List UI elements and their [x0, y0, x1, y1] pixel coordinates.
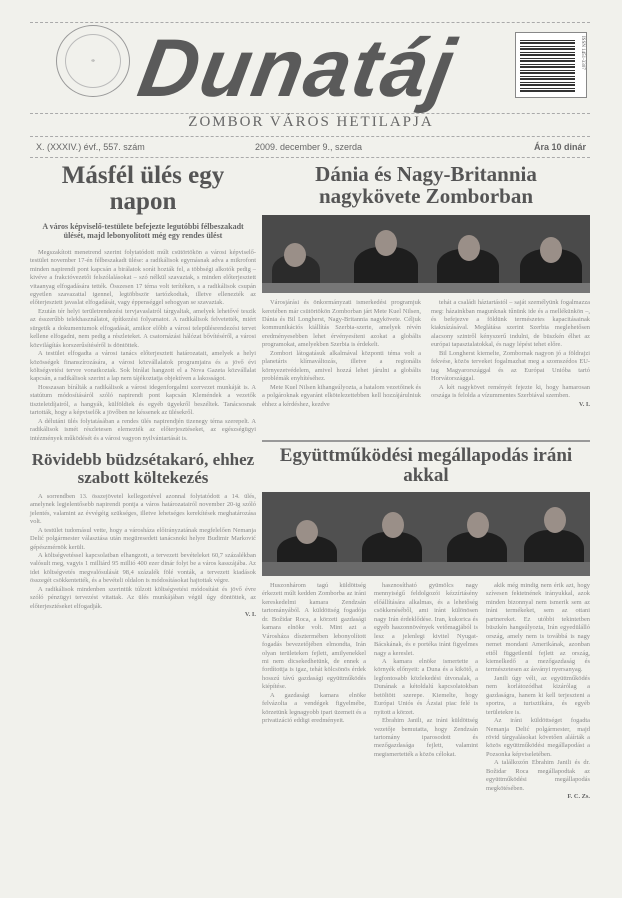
article-headline: Együttműködési megállapodás iráni akkal	[279, 445, 573, 486]
paragraph: A költségvetéssel kapcsolatban elhangzott, a tervezett bevételeket 60,7 százalékban valósult meg, vagyis 1 milliárd 95 millió 400 ezer dinár folyt be a város kasszájába. Az idei költségvetés megvalósulását 98,4 százalék fölé vonták, a tervezett kiadások összegét csökkentették, és a bevételi oldalon is módosításokat hajtottak végre.	[30, 551, 256, 585]
paragraph: A találkozón Ebrahim Janili és dr. Božidar Roca megállapodtak az együttműködési megállapodás megkötésében.	[486, 759, 590, 792]
author-signature: V. I.	[578, 400, 590, 408]
paragraph: A radikálisok mindenben szerintük túlzott költségvetési módosítást és jövő évre szóló pénzügyi tervezést vitattak. Az ülés munkájában végül úgy döntöttek, az előterjesztéseket elfogadják.	[30, 585, 256, 610]
article-body	[262, 299, 590, 409]
ambassadors-photo	[262, 215, 590, 293]
section-divider	[262, 440, 590, 442]
paragraph: Ezután tér helyi területrendezési tervjavaslatról tárgyaltak, amelyek lehetővé teszik az ésszerűbb telekhasználatot, építkezési folyamatot. A radikálisok felvetették, miért sürgetik a dokumentumok elfogadását, amikor előbb a városi településrendezési tervet kellene elfogadni, nem pedig a részleteket. A csatornázási hálózat bővítéséről, a városi közvilágítás korszerűsítéséről is döntöttek.	[30, 307, 256, 349]
seal-emblem-icon: ✠	[65, 34, 121, 88]
paragraph: tehát a családi háztartástól – saját személyünk fogalmazza meg: házainkban magunknak tűnünk ide és a mellékünkön –, és befejezve a földünk természetes kapacitásainak kiaknázásával. Meglátása szerint Szerbia meglehetősen alacsony szintről kényszerű indulni, de büszkén élhet az európai tapasztalatokkal, és nagy lépést tehet előre.	[431, 299, 590, 349]
article-council-session	[30, 163, 256, 620]
paragraph: Mete Kuel Nilsen kihangsúlyozta, a hatalom vezetőinek és a polgároknak egyaránt elkötelezettebben kell hozzájárulniuk ehhez a kérdéshez, kezdve	[262, 383, 421, 408]
paragraph: A két nagykövet reményét fejezte ki, hogy hamarosan országa is felolda a vízummentes Szerbiával szemben.	[431, 383, 590, 400]
author-signature: V. I.	[244, 611, 256, 619]
paragraph: A testület elfogadta a városi tanács előterjesztett határozatait, amelyek a helyi közösségek finanszírozására, a városi közvállalatok programjaira és a jövő évi költségvetési tervre vonatkoztak. Sok birálat hangzott el a Nova Gazeta közvállalat kapcsán, a radikálisok szerint a lap nem tájékoztatja objektíven a lakosságot.	[30, 350, 256, 383]
paragraph: A testület tudomásul vette, hogy a városháza előirányzatának megfelelően Nemanja Delić polgármester választása után megüresedett tanácsnoki helyre Budimir Marković gépészmérnök került.	[30, 526, 256, 551]
barcode-bars-icon	[520, 38, 575, 92]
paragraph: hasznosítható gyümölcs nagy mennyiségű feldolgozói kézzírtásény előállítására alkalmas, és a lehetőség csökkenéséből, ami iránt különösen nagy Irán érdeklődése. Iran, kukorica és egyéb haszonnövények vetőmagjából is lesz a jelenlegi kivitel Nyugat-Bácskának, és e portéka iránt figyelmes nagy a kereslet.	[374, 581, 478, 657]
paragraph: A kamara elnöke ismertette a környék előnyeit: a Duna és a kikötő, a legfontosabb közlekedési útvonalak, a Dunának a kétoldalú kapcsolatokban betöltött szerepe. Kiemelte, hogy Európai Uniós és Ázsiai piac felé is nyitott a körzet.	[374, 657, 478, 716]
paragraph: A délutáni ülés folytatásában a rendes ülés napirendjén tizenegy téma szerepelt. A radikálisok ismét részletesen elemezték az előterjesztéseket, az egészségügyi intézmények működését és a városi vagyon nyilvántartását is.	[30, 417, 256, 442]
paragraph: Bil Longherst kiemelte, Zombornak nagyon jó a földrajzi fekvése, közös terveket fogalmazhat meg a szomszédos EU-tag Magyarországgal és az Európai Unióba tartó Horvátországgal.	[431, 349, 590, 383]
issue-number: X. (XXXIV.) évf., 557. szám	[36, 142, 145, 152]
paragraph: Megszakított menetrend szerint folytatódott múlt csütörtökön a városi képviselő-testület november 17-én félbeszakadt ülése: a radikálisok egymásnak adva a mikrofont minden napirendi pont kapcsán a birálatok sorát hozták fel, a többségi alkotók pedig – kivéve a frakcióvezetői felszólalásokat – szó nélkül szavaztak, s minden előterjesztett vitaanyag elfogadására tették. Összesen 17 téma volt terítéken, s a radikálisok csupán egyetlen szavazattal igennel, legtöbbször tartózkodtak, illetve ellenezték az előterjesztett javaslat elfogadását, vagy éppenséggel sehogyan se szavaztak.	[30, 248, 256, 307]
article-lead: A város képviselő-testülete befejezte legutóbbi félbeszakadt ülését, majd lebonyolított még egy rendes ülést	[42, 221, 244, 241]
article-body	[30, 249, 256, 443]
barcode	[515, 32, 587, 98]
paragraph: A sorrendben 13. összejövetel kellegzetével azonnal folytatódott a 14. ülés, amelynek legjelentősebb napirendi pontja a város határozatairól november 20-ig szóló jelentés, valamint az évvégéig szükséges, illetve lehetséges kerekítések meghatározása volt.	[30, 492, 256, 526]
paragraph: Városjárási és önkormányzati ismerkedési programjuk keretében már csütörtökön Zomborban járt Mete Kuel Nilsen, Dánia és Bil Longherst, Nagy-Britannia nagykövete. Céljuk kommunikációs kiállítás Szerbia-szerte, amelyek révén eredményesebben lehet érvényesíteni azokat a globális programokat, amelyekben Szerbia is érdekelt.	[262, 299, 421, 349]
article-headline: Másfél ülés egy napon	[61, 162, 225, 216]
author-signature: F. C. Zs.	[567, 793, 590, 801]
coat-of-arms-seal	[56, 25, 130, 97]
article-headline: Dánia és Nagy-Britannia nagykövete Zomborban	[315, 162, 537, 209]
issue-date: 2009. december 9., szerda	[255, 142, 363, 152]
sub-article-body	[30, 493, 256, 620]
issn-number: ISSN 1451-3307	[580, 36, 585, 70]
newspaper-subtitle: ZOMBOR VÁROS HETILAPJA	[188, 114, 434, 130]
paragraph: akik még mindig nem érik azt, hogy szívesen fektetnének irányukkal, azok minden bizonnyal nem ismerik sem az iráni termékeket, sem az ottani partnereket. Ez utóbbi tekintetben büszkén hangsúlyozta, Irán egyedülálló ország, amely nem is továbbá is nagy nemet mondani Amerikának, azonban ettől függetlenül fejlett az ország, kiemelkedő a mezőgazdaság és természetesen az ásványi nyersanyag.	[486, 581, 590, 674]
article-iran-agreement	[262, 446, 590, 802]
paragraph: Huszonhárom tagú küldöttség érkezett múlt kedden Zomborba az iráni kereskedelmi kamara Zendzsán tartományából. A küldöttség fogadója dr. Božidar Roca, a körzeti gazdasági kamara elnöke volt. Mint azt a Városháza dísztermében lebonyolított fogadás bevezetőjében elmondta, Irán olyan területeken fejlett, amilyenekkel mi nem dicsekedhetünk, de ennek a fordítottja is igaz, tehát kölcsönös érdek hosszú távú gazdasági együttműködés kiépítése.	[262, 581, 366, 691]
article-ambassadors	[262, 163, 590, 409]
paragraph: Hosszasan bírálták a radikálisok a városi idegenforgalmi szervezet munkáját is. A statútum módosításáról szóló napirendi pont kapcsán Kleméndek a vezetők tiszteletdíjairól, a hangyák, külföldiek és egyéb ügyekről beszéltek. Tanácsosnak tartották, hogy a képviselők a jövőben ne késsenek az ülésekről.	[30, 383, 256, 417]
sub-headline: Rövidebb büdzsétakaró, ehhez szabott költekezés	[31, 450, 255, 487]
paragraph: Zombori látogatásuk alkalmával központi téma volt a planetáris klímaváltozás, illetve a regionális környezetvédelem, amivel hozzá lehet járulni a globális problémák enyhítéséhez.	[262, 349, 421, 383]
delegation-photo	[262, 492, 590, 576]
paragraph: Az iráni küldöttséget fogadta Nemanja Delić polgármester, majd rövid tárgyalásokat követően aláírták a közös együttműködési megállapodást a Pozsonka képviseletében.	[486, 717, 590, 758]
article-body	[262, 582, 590, 802]
paragraph: Janili úgy véli, az együttműködés nem korlátozódhat kizárólag a gazdaságra, hanem ki kell terjeszteni a sportra, a turisztikára, és egyéb területekre is.	[486, 674, 590, 716]
paragraph: Ebrahim Janili, az iráni küldöttség vezetője bemutatta, hogy Zendzsán tartomány iparosodott és mezőgazdasága fejlett, valamint megismertették a közös célokat.	[374, 717, 478, 758]
paragraph: A gazdasági kamara elnöke felvázolta a vendégek figyelmébe, körzetünk legnagyobb ipari üzemeit és a privatizáció eddigi eredményeit.	[262, 691, 366, 725]
newspaper-logo: Dunatáj	[132, 23, 463, 114]
issue-price: Ára 10 dinár	[533, 142, 586, 152]
